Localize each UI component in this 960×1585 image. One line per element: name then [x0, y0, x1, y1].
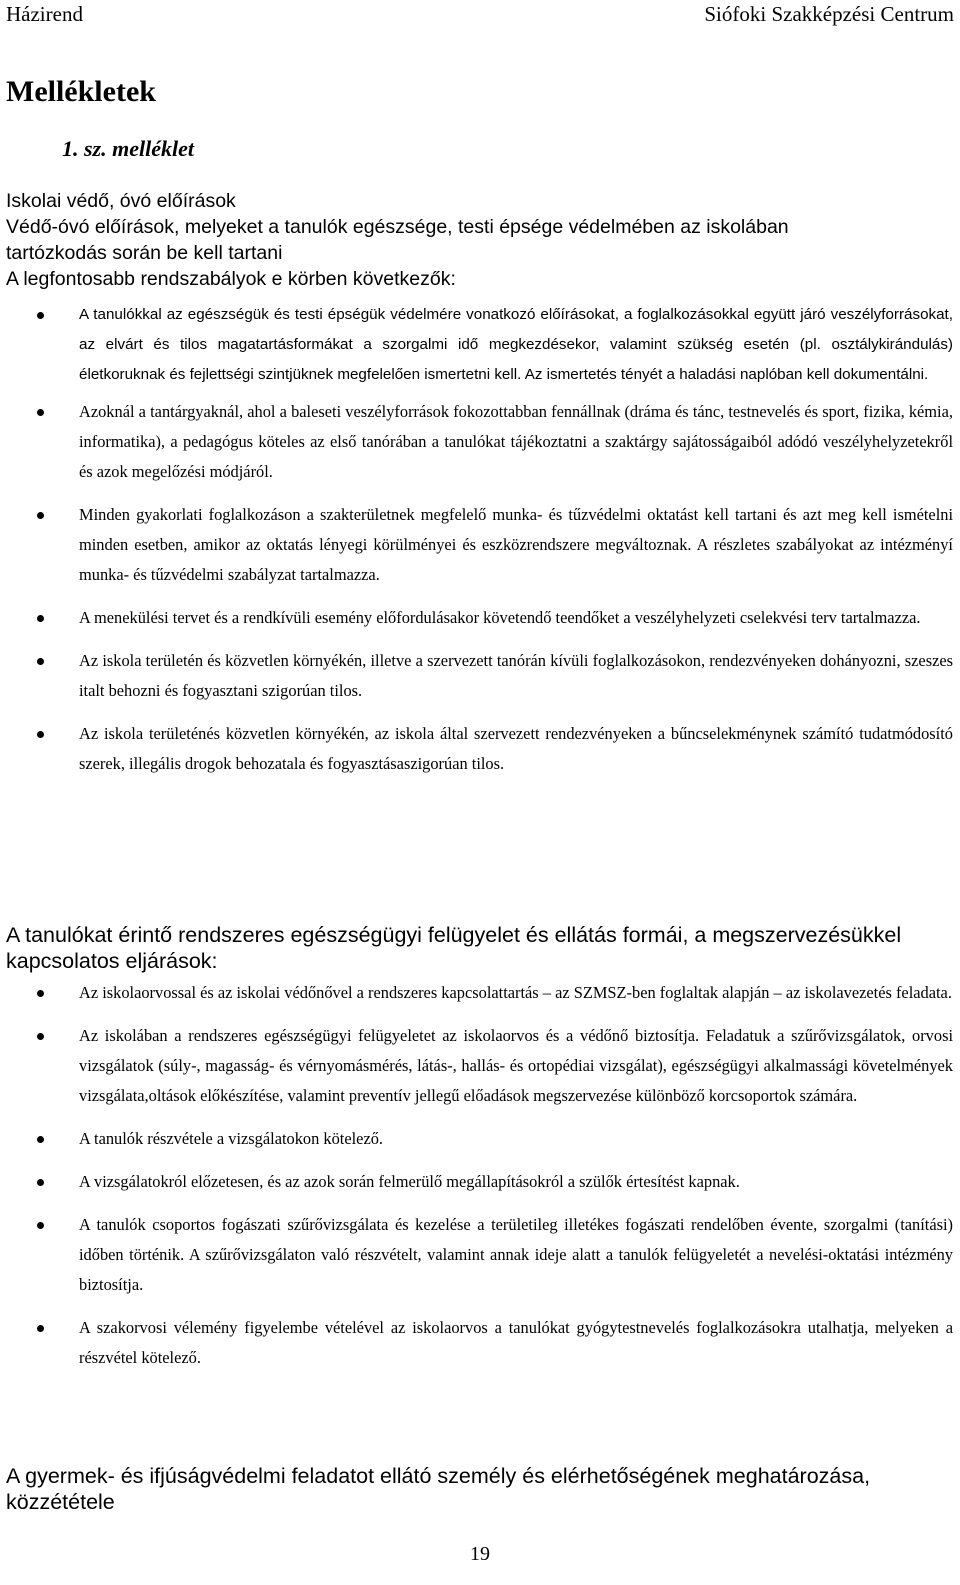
bullet-icon [37, 658, 44, 665]
annex-label: 1. sz. melléklet [62, 136, 194, 161]
bullet-icon [37, 1222, 44, 1229]
list-item: Az iskola területén és közvetlen környékén, illetve a szervezett tanórán kívüli foglalkozásokon, rendezvényeken dohányozni, szeszes italt behozni és fogyasztani szigorúan tilos. [0, 646, 960, 706]
intro-line-3: tartózkodás során be kell tartani [6, 242, 283, 264]
bullet-icon [37, 409, 44, 416]
list-item: Azoknál a tantárgyaknál, ahol a baleseti veszélyforrások fokozottabban fennállnak (dráma és tánc, testnevelés és sport, fizika, kémia, informatika), a pedagógus köteles az első tanórában a tanulókat tájékoztatni a szaktárgy sajátosságaiból adódó veszélyhelyzetekről és azok megelőzési módjáról. [0, 397, 960, 487]
list-item: A tanulók csoportos fogászati szűrővizsgálata és kezelése a területileg illetékes fogászati rendelőben évente, szorgalmi (tanítási) időben történik. A szűrővizsgálaton való részvételt, valamint annak ideje alatt a tanulók felügyeletét a nevelési-oktatási intézmény biztosítja. [0, 1210, 960, 1300]
list-item: A szakorvosi vélemény figyelembe vételével az iskolaorvos a tanulókat gyógytestnevelés foglalkozásokra utalhatja, melyeken a részvétel kötelező. [0, 1313, 960, 1373]
list-item: Minden gyakorlati foglalkozáson a szakterületnek megfelelő munka- és tűzvédelmi oktatást kell tartani és azt meg kell ismételni minden esetben, amikor az oktatás lényegi körülményei és eszközrendszere megváltoznak. A részletes szabályokat az intézményí munka- és tűzvédelmi szabályzat tartalmazza. [0, 500, 960, 590]
intro-line-2: Védő-óvó előírások, melyeket a tanulók egészsége, testi épsége védelmében az iskolában [6, 216, 789, 238]
safety-rules-list [0, 300, 960, 779]
section-heading-child-protection: A gyermek- és ifjúságvédelmi feladatot ellátó személy és elérhetőségének meghatározása, közzététele [6, 1464, 871, 1514]
list-item: Az iskolaorvossal és az iskolai védőnővel a rendszeres kapcsolattartás – az SZMSZ-ben foglaltak alapján – az iskolavezetés feladata. [0, 978, 960, 1008]
bullet-icon [37, 731, 44, 738]
page-title: Mellékletek [6, 75, 156, 108]
bullet-icon [37, 1136, 44, 1143]
list-item: Az iskola területénés közvetlen környékén, az iskola által szervezett rendezvényeken a bűncselekménynek számító tudatmódosító szerek, illegális drogok behozatala és fogyasztásaszigorúan tilos. [0, 719, 960, 779]
bullet-icon [37, 312, 44, 319]
list-item: A vizsgálatokról előzetesen, és az azok során felmerülő megállapításokról a szülők értesítést kapnak. [0, 1167, 960, 1197]
bullet-icon [37, 1325, 44, 1332]
list-item: A tanulók részvétele a vizsgálatokon kötelező. [0, 1124, 960, 1154]
list-item: A tanulókkal az egészségük és testi épségük védelmére vonatkozó előírásokat, a foglalkozásokkal együtt járó veszélyforrásokat, az elvárt és tilos magatartásformákat a szorgalmi idő megkezdésekor, valamint szükség esetén (pl. osztálykirándulás) életkoruknak és fejlettségi szintjüknek megfelelően ismertetni kell. Az ismertetés tényét a haladási naplóban kell dokumentálni. [0, 300, 960, 390]
bullet-icon [37, 1033, 44, 1040]
page-header [6, 0, 954, 32]
header-document-title: Házirend [6, 2, 83, 26]
intro-line-1: Iskolai védő, óvó előírások [6, 190, 236, 212]
bullet-icon [37, 990, 44, 997]
list-item: A menekülési tervet és a rendkívüli esemény előfordulásakor követendő teendőket a veszélyhelyzeti cselekvési terv tartalmazza. [0, 603, 960, 633]
page-number: 19 [470, 1543, 490, 1565]
intro-block [6, 188, 789, 292]
list-item: Az iskolában a rendszeres egészségügyi felügyeletet az iskolaorvos és a védőnő biztosítja. Feladatuk a szűrővizsgálatok, orvosi vizsgálatok (súly-, magasság- és vérnyomásmérés, látás-, hallás- és ortopédiai vizsgálat), egészségügyi alkalmassági követelmények vizsgálata,oltások előkészítése, valamint preventív jellegű előadások megszervezése különböző korcsoportok számára. [0, 1021, 960, 1111]
section-heading-health: A tanulókat érintő rendszeres egészségügyi felügyelet és ellátás formái, a megszervezésükkel kapcsolatos eljárások: [6, 923, 902, 973]
intro-line-4: A legfontosabb rendszabályok e körben következők: [6, 268, 456, 290]
header-institution: Siófoki Szakképzési Centrum [704, 2, 954, 26]
health-supervision-list [0, 978, 960, 1373]
bullet-icon [37, 1179, 44, 1186]
bullet-icon [37, 512, 44, 519]
bullet-icon [37, 615, 44, 622]
